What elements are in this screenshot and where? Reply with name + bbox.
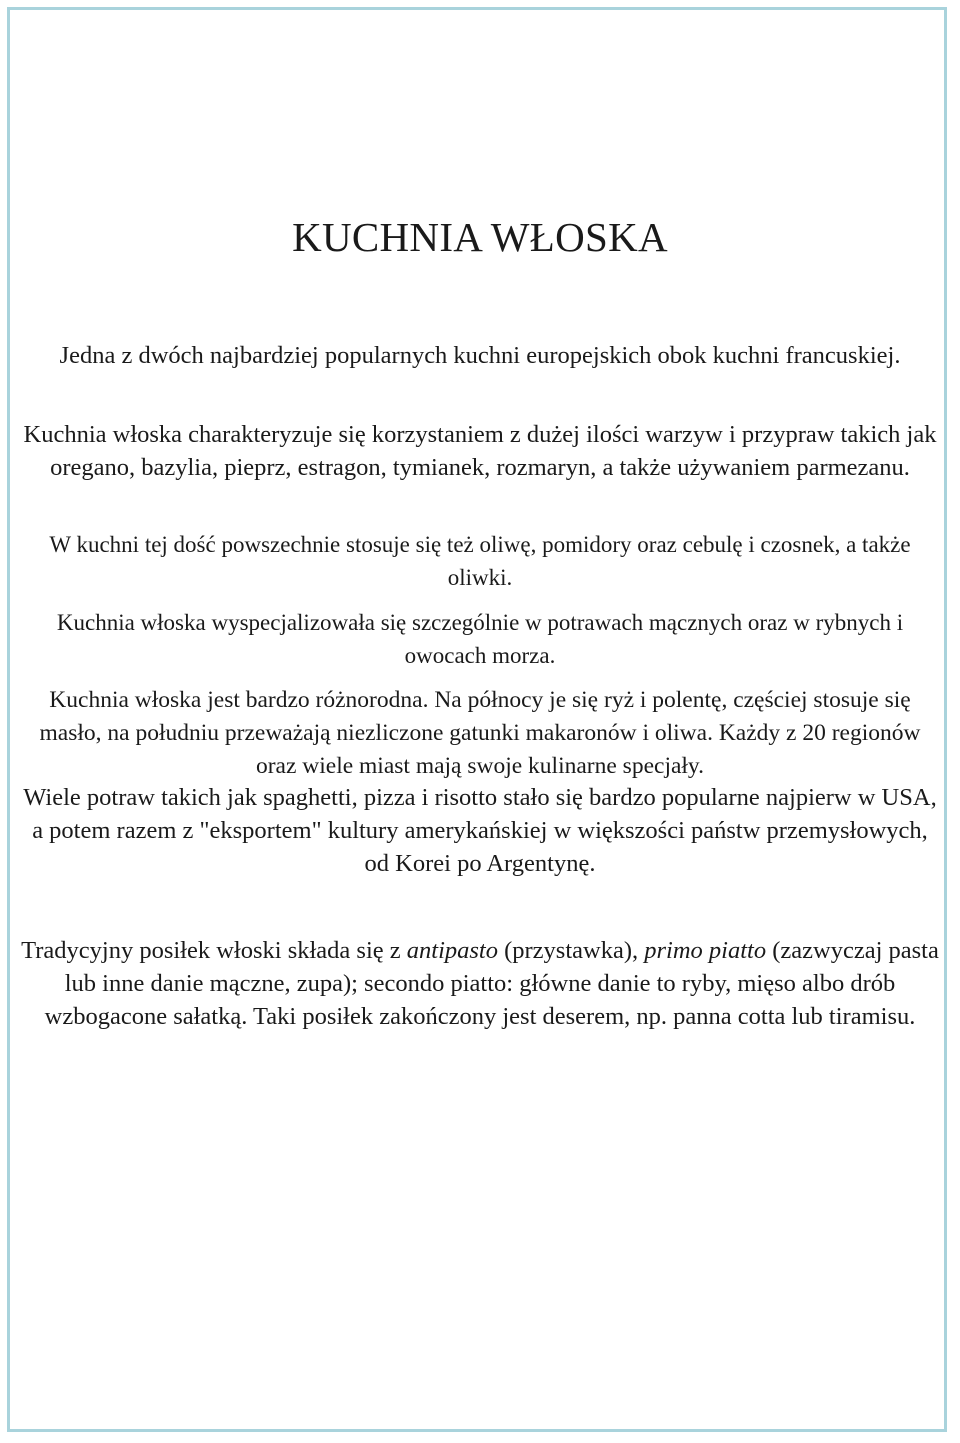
meal-text-3: (zazwyczaj pasta lub inne danie mączne, zupa); secondo piatto: główne danie to ryby, mięso albo drób wzbogacone sałatką. Taki posiłek zakończony jest deserem, np. panna cotta lub tiramisu.	[44, 937, 939, 1030]
paragraph-herbs: Kuchnia włoska charakteryzuje się korzystaniem z dużej ilości warzyw i przypraw takich jak oregano, bazylia, pieprz, estragon, tymianek, rozmaryn, a także używaniem parmezanu.	[23, 421, 937, 481]
meal-text-2: (przystawka),	[497, 937, 645, 964]
paragraph-traditional-meal	[20, 934, 940, 1033]
meal-text-1: Tradycyjny posiłek włoski składa się z	[21, 937, 407, 964]
page-title: KUCHNIA WŁOSKA	[292, 214, 668, 260]
paragraph-intro: Jedna z dwóch najbardziej popularnych kuchni europejskich obok kuchni francuskiej.	[59, 342, 901, 369]
meal-term-primo-piatto: primo piatto	[644, 937, 767, 964]
meal-term-antipasto: antipasto	[406, 937, 498, 964]
paragraph-specialization: Kuchnia włoska wyspecjalizowała się szczególnie w potrawach mącznych oraz w rybnych i owocach morza.	[56, 610, 904, 668]
paragraph-ingredients: W kuchni tej dość powszechnie stosuje się też oliwę, pomidory oraz cebulę i czosnek, a także oliwki.	[49, 532, 911, 590]
paragraph-popularity: Wiele potraw takich jak spaghetti, pizza i risotto stało się bardzo popularne najpierw w USA, a potem razem z "eksportem" kultury amerykańskiej w większości państw przemysłowych, od Korei po Argentynę.	[23, 784, 937, 877]
paragraph-diversity: Kuchnia włoska jest bardzo różnorodna. Na północy je się ryż i polentę, częściej stosuje się masło, na południu przeważają niezliczone gatunki makaronów i oliwa. Każdy z 20 regionów oraz wiele miast mają swoje kulinarne specjały.	[39, 687, 921, 779]
